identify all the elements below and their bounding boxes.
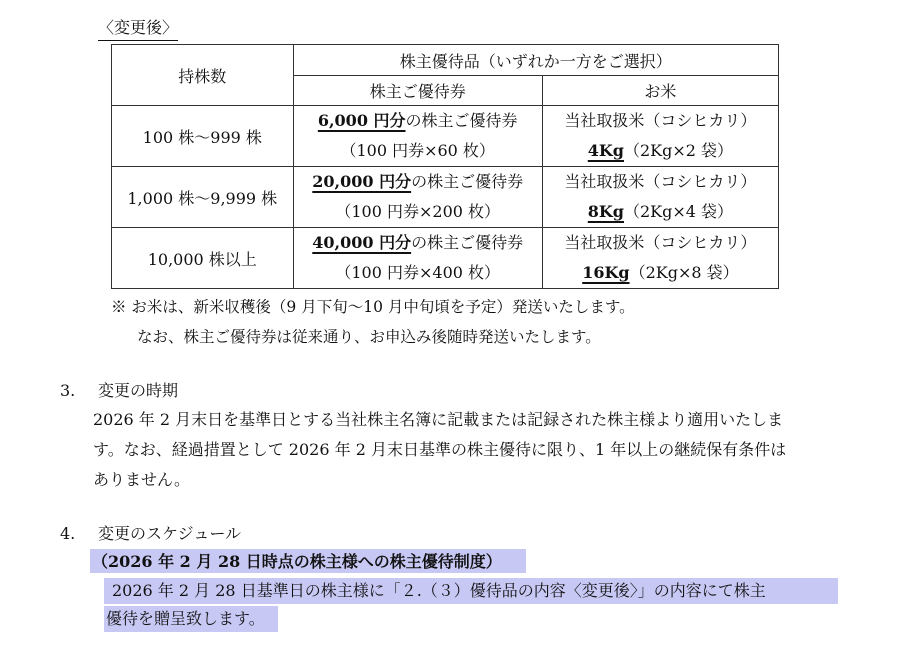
voucher-suffix: の株主ご優待券 — [411, 233, 524, 252]
table-row — [112, 167, 779, 228]
voucher-detail: （100 円券×60 枚） — [340, 141, 495, 160]
rice-amount: 4Kg — [587, 141, 624, 160]
rice-shipping-note — [111, 292, 635, 352]
header-voucher: 株主ご優待券 — [293, 76, 542, 106]
header-holdings: 持株数 — [112, 45, 294, 106]
rice-name: 当社取扱米（コシヒカリ） — [564, 111, 757, 130]
section-4-subheading: （2026 年 2 月 28 日時点の株主様への株主優待制度） — [92, 552, 502, 571]
rice-detail: （2Kg×4 袋） — [624, 202, 734, 221]
holdings-cell: 10,000 株以上 — [112, 228, 294, 289]
header-benefit: 株主優待品（いずれか一方をご選択） — [293, 45, 778, 76]
rice-cell — [542, 167, 778, 228]
note-line-2: なお、株主ご優待券は従来通り、お申込み後随時発送いたします。 — [137, 328, 601, 346]
section-4-number: 4. — [60, 524, 76, 543]
table-header-row — [112, 45, 779, 76]
rice-name: 当社取扱米（コシヒカリ） — [564, 233, 757, 252]
shareholder-benefits-table — [111, 44, 779, 289]
section-4-heading — [60, 519, 241, 549]
holdings-cell: 100 株～999 株 — [112, 106, 294, 167]
voucher-detail: （100 円券×200 枚） — [335, 202, 501, 221]
voucher-amount: 40,000 円分 — [312, 233, 412, 252]
voucher-amount: 6,000 円分 — [317, 111, 406, 130]
holdings-cell: 1,000 株～9,999 株 — [112, 167, 294, 228]
rice-name: 当社取扱米（コシヒカリ） — [564, 172, 757, 191]
section-3-line-2: す。なお、経過措置として 2026 年 2 月末日基準の株主優待に限り、1 年以上の継続保有条件は — [93, 440, 787, 459]
table-row — [112, 106, 779, 167]
section-3-line-1: 2026 年 2 月末日を基準日とする当社株主名簿に記載または記録された株主様より適用いたしま — [93, 410, 784, 429]
rice-detail: （2Kg×2 袋） — [624, 141, 734, 160]
voucher-suffix: の株主ご優待券 — [411, 172, 524, 191]
section-3-number: 3. — [60, 381, 76, 400]
section-3-line-3: ありません。 — [93, 470, 190, 489]
header-rice: お米 — [542, 76, 778, 106]
rice-cell — [542, 106, 778, 167]
rice-cell — [542, 228, 778, 289]
rice-detail: （2Kg×8 袋） — [629, 263, 739, 282]
rice-amount: 8Kg — [587, 202, 624, 221]
voucher-cell — [293, 106, 542, 167]
section-4-line-1: 2026 年 2 月 28 日基準日の株主様に「２.（３）優待品の内容〈変更後〉」の内容にて株主 — [112, 581, 766, 600]
section-heading-after-change: 〈変更後〉 — [98, 16, 178, 41]
voucher-suffix: の株主ご優待券 — [405, 111, 518, 130]
section-4-title: 変更のスケジュール — [98, 524, 242, 543]
section-3-heading — [60, 376, 178, 406]
rice-amount: 16Kg — [582, 263, 630, 282]
note-line-1: ※ お米は、新米収穫後（9 月下旬～10 月中旬頃を予定）発送いたします。 — [111, 298, 635, 316]
table-row — [112, 228, 779, 289]
voucher-amount: 20,000 円分 — [312, 172, 412, 191]
section-4-line-2: 優待を贈呈致します。 — [106, 609, 265, 628]
section-3-title: 変更の時期 — [98, 381, 179, 400]
voucher-cell — [293, 228, 542, 289]
section-3-body — [93, 405, 853, 495]
voucher-detail: （100 円券×400 枚） — [335, 263, 501, 282]
voucher-cell — [293, 167, 542, 228]
